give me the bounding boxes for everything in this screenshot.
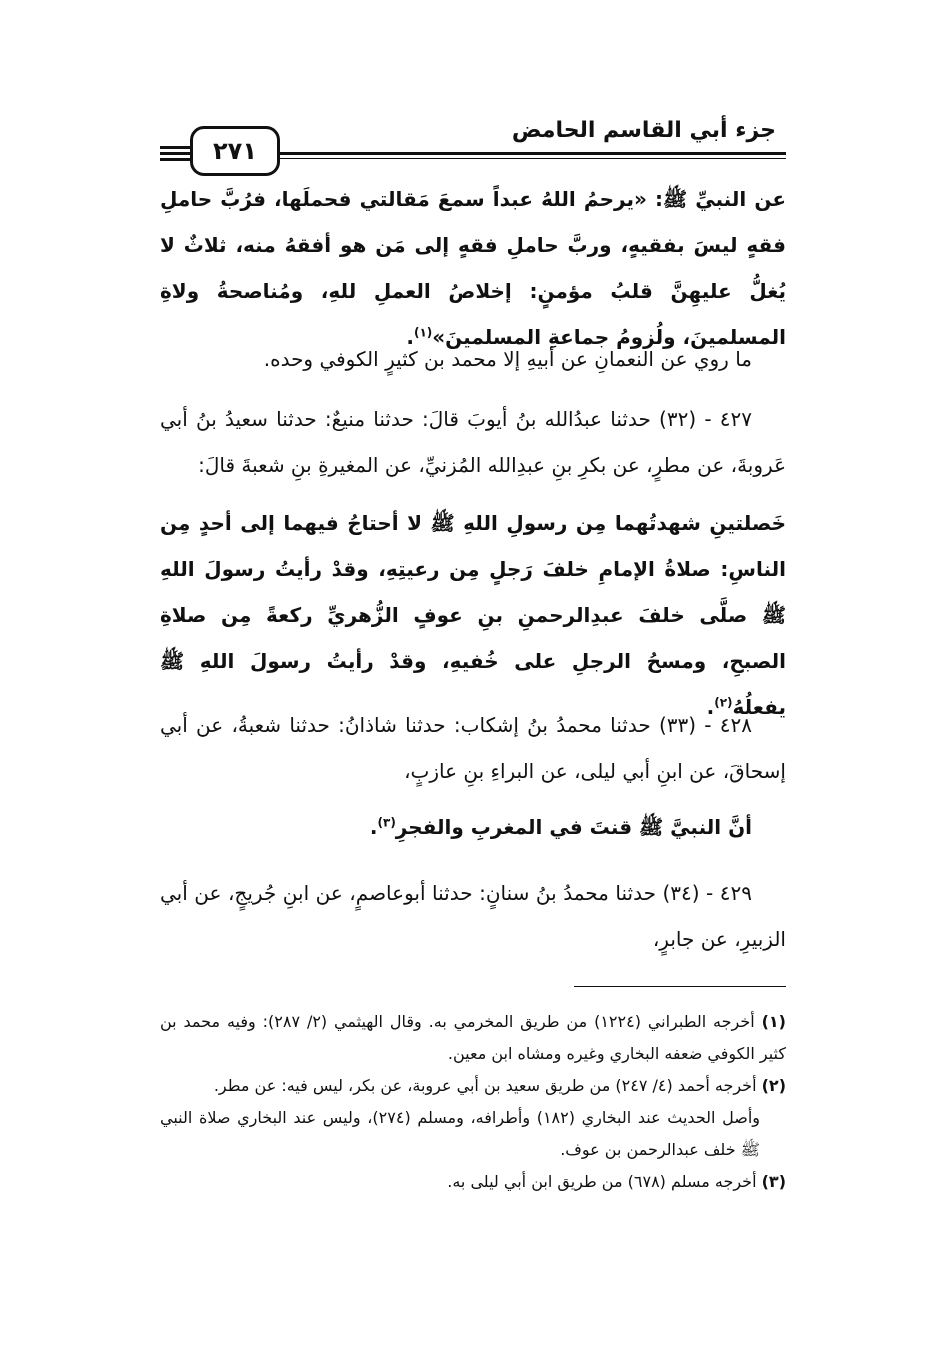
running-title: جزء أبي القاسم الحامض	[511, 118, 776, 143]
isnad-427	[160, 396, 786, 488]
footnote-text: أخرجه أحمد (٤/ ٢٤٧) من طريق سعيد بن أبي عروبة، عن بكر، ليس فيه: عن مطر.	[213, 1076, 757, 1095]
footnote-3	[160, 1166, 786, 1198]
commentary-paragraph	[160, 336, 786, 382]
hadith-text-427: خَصلتينِ شهدتُهما مِن رسولِ اللهِ ﷺ لا أحتاجُ فيهما إلى أحدٍ مِن الناسِ: صلاةُ الإمامِ خلفَ رَجلٍ مِن رعيتِهِ، وقدْ رأيتُ رسولَ اللهِ ﷺ صلَّى خلفَ عبدِالرحمنِ بنِ عوفٍ الزُّهريِّ ركعةً مِن صلاةِ الصبحِ، ومسحُ الرجلِ على خُفيهِ، وقدْ رأيتُ رسولَ اللهِ ﷺ يفعلُهُ$^{(٢)}$.	[160, 511, 786, 719]
footnote-separator	[574, 986, 786, 987]
footnote-number: (٣)	[761, 1172, 786, 1191]
footnote-text: أخرجه مسلم (٦٧٨) من طريق ابن أبي ليلى به.	[447, 1172, 757, 1191]
footnotes	[160, 1006, 786, 1198]
paragraph-text: أنَّ النبيَّ ﷺ قنتَ في المغربِ والفجرِ	[395, 815, 752, 839]
header-ornament-line	[160, 146, 192, 149]
footnote-2	[160, 1070, 786, 1102]
footnote-ref[interactable]: (١)	[413, 325, 433, 340]
isnad-428	[160, 702, 786, 794]
footnote-number: (١)	[761, 1012, 786, 1031]
footnote-text: أخرجه الطبراني (١٢٢٤) من طريق المخرمي به. وقال الهيثمي (٢/ ٢٨٧): وفيه محمد بن كثير الكوفي ضعفه البخاري وغيره ومشاه ابن معين.	[160, 1012, 786, 1063]
page-number: ٢٧١	[190, 126, 280, 176]
header-ornament-line	[160, 152, 192, 155]
paragraph-text: خَصلتينِ شهدتُهما مِن رسولِ اللهِ ﷺ لا أحتاجُ فيهما إلى أحدٍ مِن الناسِ: صلاةُ الإمامِ خلفَ رَجلٍ مِن رعيتِهِ، وقدْ رأيتُ رسولَ اللهِ ﷺ صلَّى خلفَ عبدِالرحمنِ بنِ عوفٍ الزُّهريِّ ركعةً مِن صلاةِ الصبحِ، ومسحُ الرجلِ على خُفيهِ، وقدْ رأيتُ رسولَ اللهِ ﷺ يفعلُهُ	[160, 511, 786, 719]
paragraph-text: ٤٢٨ - (٣٣) حدثنا محمدُ بنُ إشكاب: حدثنا شاذانُ: حدثنا شعبةُ، عن أبي إسحاقَ، عن ابنِ أبي ليلى، عن البراءِ بنِ عازبٍ،	[160, 713, 786, 783]
isnad-429	[160, 870, 786, 962]
header-ornament-line	[160, 158, 192, 161]
footnote-number: (٢)	[761, 1076, 786, 1095]
footnote-1	[160, 1006, 786, 1070]
footnote-2-continuation: وأصل الحديث عند البخاري (١٨٢) وأطرافه، ومسلم (٢٧٤)، وليس عند البخاري صلاة النبي ﷺ خلف عبدالرحمن بن عوف.	[160, 1108, 760, 1159]
hadith-text-continuation: عن النبيِّ ﷺ: «يرحمُ اللهُ عبداً سمعَ مَقالتي فحملَها، فرُبَّ حاملِ فقهٍ ليسَ بفقيهٍ، وربَّ حاملِ فقهٍ إلى مَن هو أفقهُ منه، ثلاثٌ لا يُغلُّ عليهِنَّ قلبُ مؤمنٍ: إخلاصُ العملِ للهِ، ومُناصحةُ ولاةِ المسلمينَ، ولُزومُ جماعةِ المسلمينَ»$^{(١)}$.	[160, 187, 786, 349]
hadith-text-428: أنَّ النبيَّ ﷺ قنتَ في المغربِ والفجرِ$^{(٣)}$.	[369, 815, 752, 839]
footnote-ref[interactable]: (٢)	[714, 695, 733, 710]
paragraph-text: عن النبيِّ ﷺ: «يرحمُ اللهُ عبداً سمعَ مَقالتي فحملَها، فرُبَّ حاملِ فقهٍ ليسَ بفقيهٍ، وربَّ حاملِ فقهٍ إلى مَن هو أفقهُ منه، ثلاثٌ لا يُغلُّ عليهِنَّ قلبُ مؤمنٍ: إخلاصُ العملِ للهِ، ومُناصحةُ ولاةِ المسلمينَ، ولُزومُ جماعةِ المسلمينَ»	[160, 187, 786, 349]
paragraph-text: ٤٢٩ - (٣٤) حدثنا محمدُ بنُ سنانٍ: حدثنا أبوعاصمٍ، عن ابنِ جُريجٍ، عن أبي الزبيرِ، عن جابرٍ،	[160, 881, 786, 951]
footnote-ref[interactable]: (٣)	[377, 815, 396, 830]
paragraph-text: ٤٢٧ - (٣٢) حدثنا عبدُالله بنُ أيوبَ قالَ: حدثنا منيعٌ: حدثنا سعيدُ بنُ أبي عَروبةَ، عن مطرٍ، عن بكرِ بنِ عبدِالله المُزنيِّ، عن المغيرةِ بنِ شعبةَ قالَ:	[160, 407, 786, 477]
paragraph-text: ما روي عن النعمانِ عن أبيهِ إلا محمد بن كثيرٍ الكوفي وحده.	[263, 347, 752, 371]
